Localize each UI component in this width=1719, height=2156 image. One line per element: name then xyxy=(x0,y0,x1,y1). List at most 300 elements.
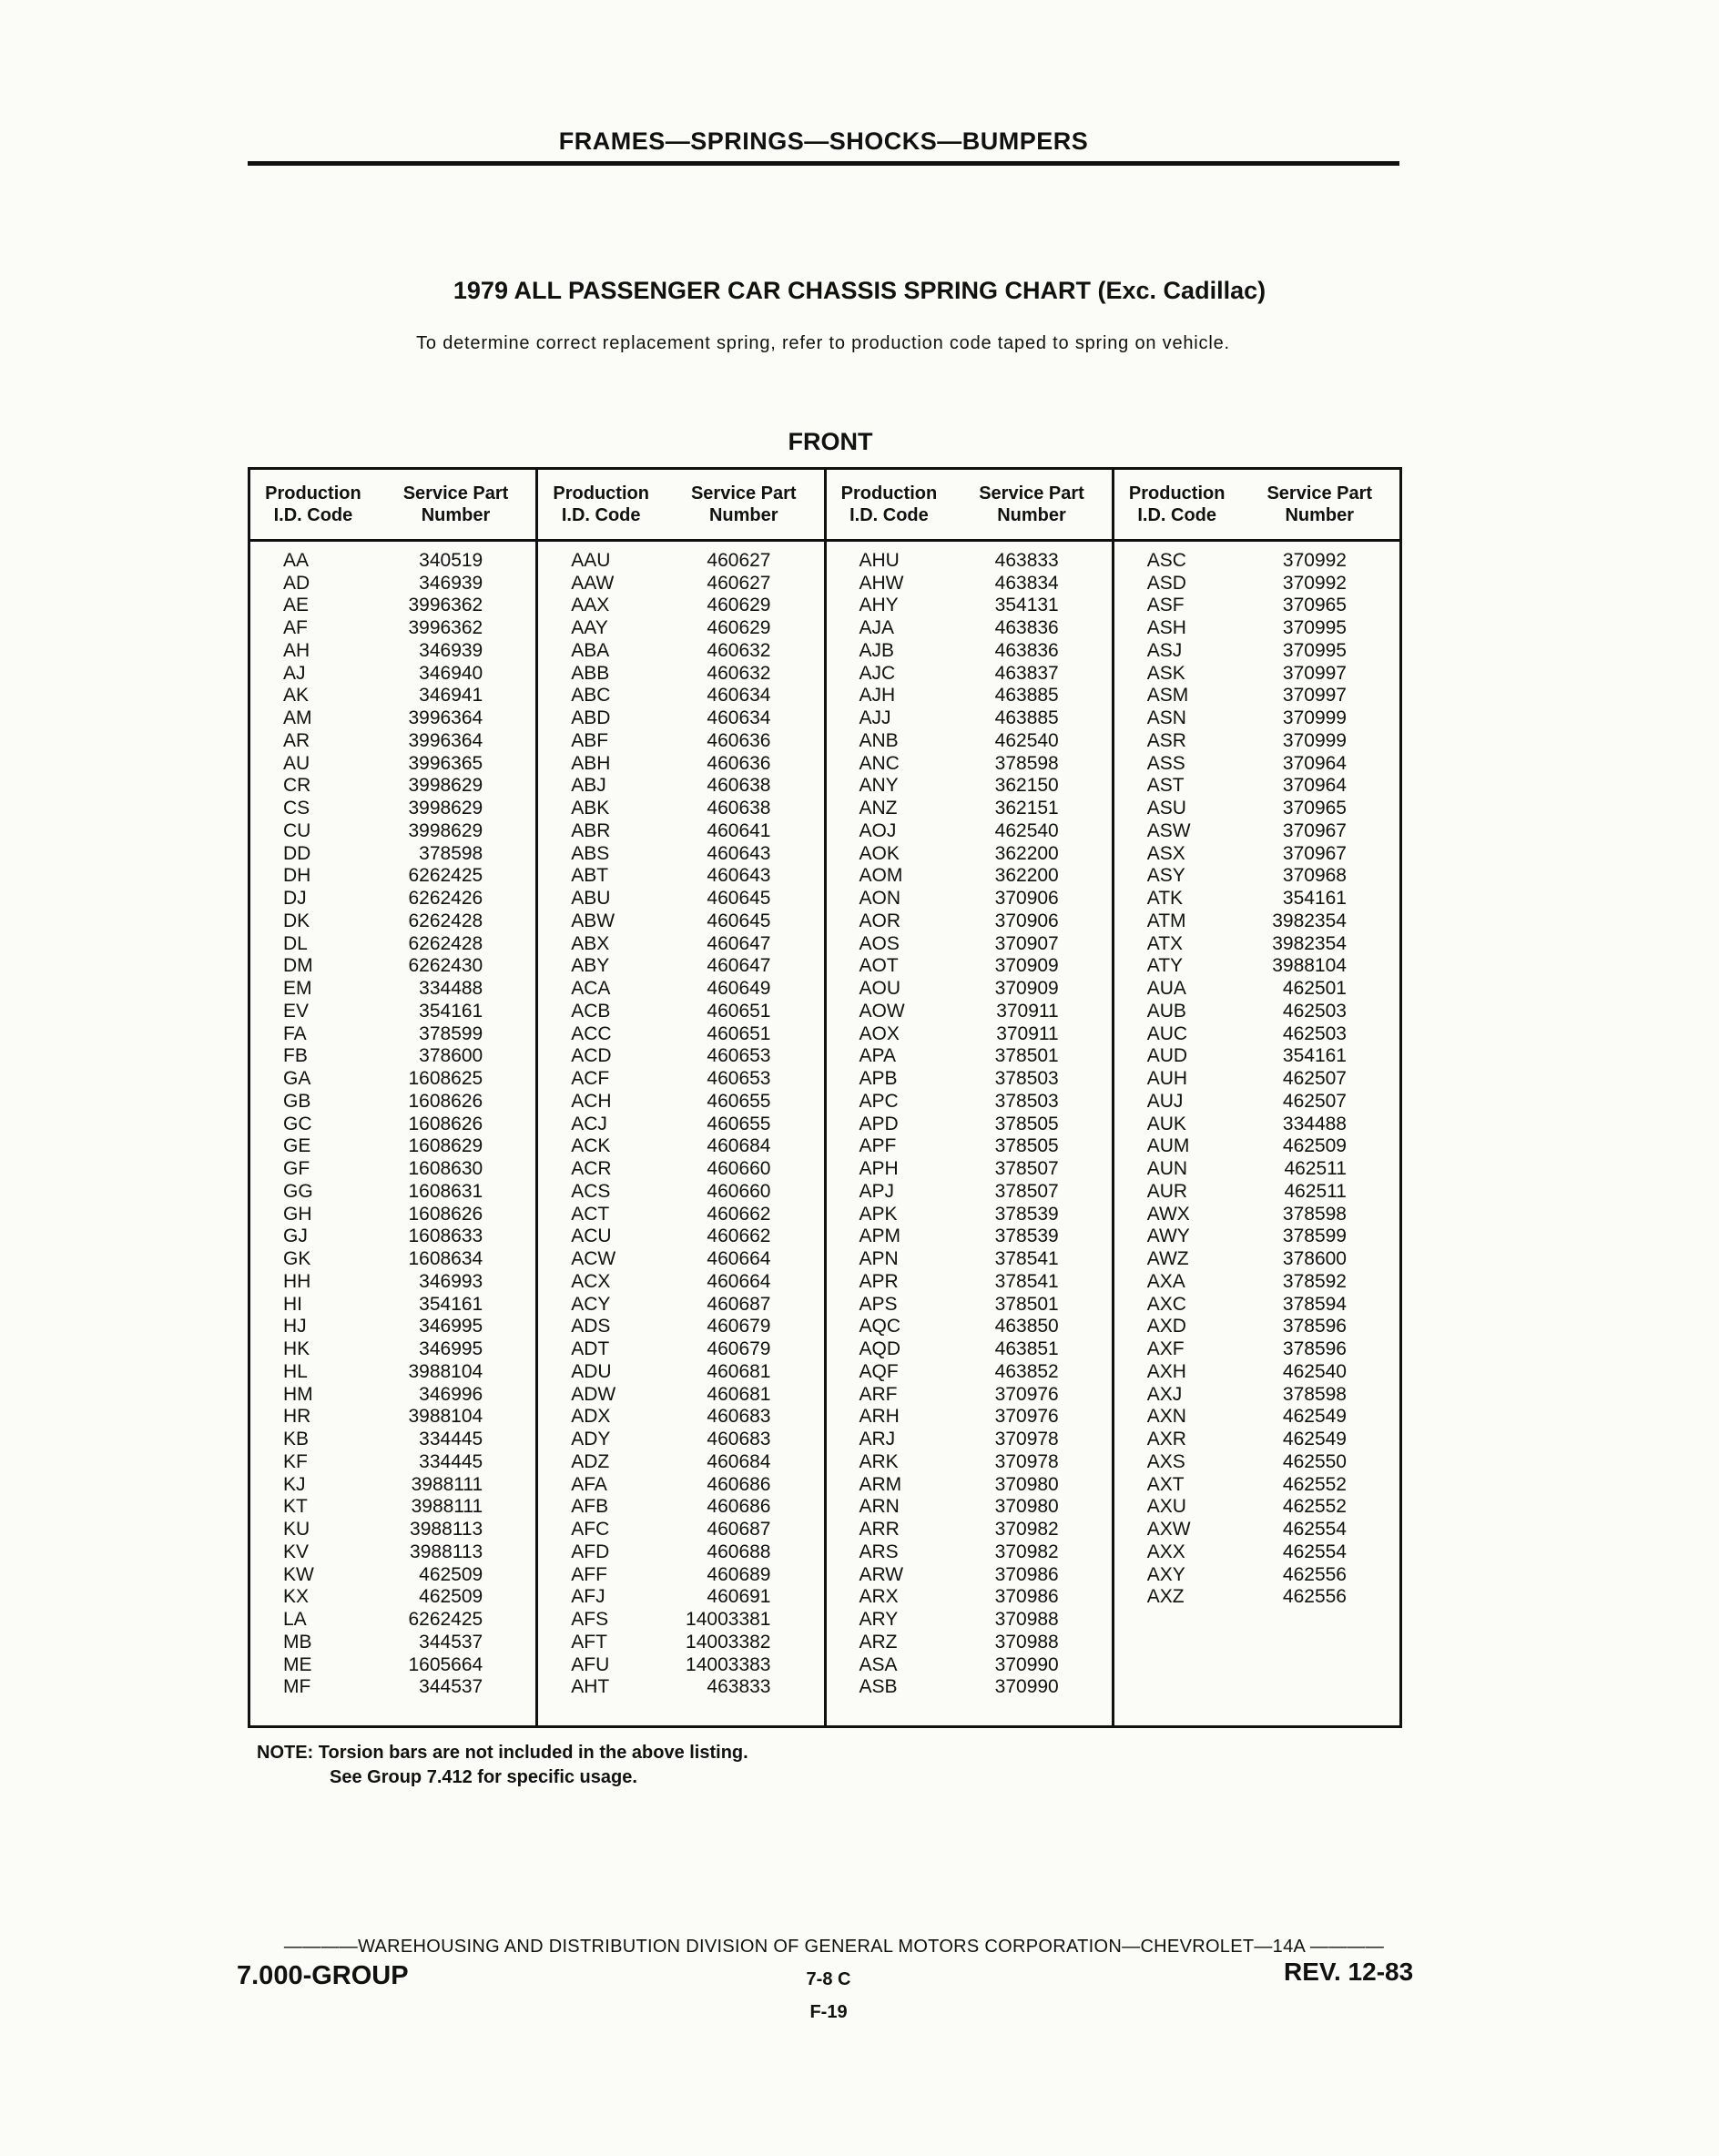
service-part-number-cell: 462556 xyxy=(1282,1563,1347,1585)
table-row xyxy=(827,1586,1112,1609)
service-part-number-cell: 462550 xyxy=(1282,1450,1347,1472)
service-part-number-cell: 460638 xyxy=(707,798,771,819)
table-row xyxy=(827,639,1112,662)
service-part-number-cell: 370909 xyxy=(994,955,1059,977)
production-code-cell: ACA xyxy=(571,978,611,1000)
table-row xyxy=(538,707,823,729)
production-code-cell: AHY xyxy=(859,595,899,616)
table-row xyxy=(538,1113,823,1135)
service-part-number-cell: 460681 xyxy=(707,1383,771,1405)
service-part-number-cell: 3996362 xyxy=(408,617,483,639)
service-part-number-cell: 378598 xyxy=(994,752,1059,774)
header-service-part-number: Service Part Number xyxy=(402,483,509,525)
service-part-number-cell: 378599 xyxy=(1282,1225,1347,1247)
table-row xyxy=(538,1496,823,1519)
service-part-number-cell: 463885 xyxy=(994,685,1059,707)
table-row xyxy=(1114,1113,1399,1135)
service-part-number-cell: 460627 xyxy=(707,572,771,594)
table-row xyxy=(1114,1541,1399,1563)
table-row xyxy=(827,1676,1112,1699)
production-code-cell: ABY xyxy=(571,955,610,977)
service-part-number-cell: 460643 xyxy=(707,842,771,864)
service-part-number-cell: 463850 xyxy=(994,1316,1059,1337)
production-code-cell: ARS xyxy=(859,1541,899,1562)
production-code-cell: AOW xyxy=(859,1000,905,1022)
production-code-cell: AXJ xyxy=(1146,1383,1183,1405)
table-row xyxy=(250,1541,535,1563)
table-row xyxy=(538,1473,823,1496)
table-row xyxy=(1114,1563,1399,1586)
table-row xyxy=(1114,1067,1399,1090)
table-row xyxy=(1114,1293,1399,1316)
production-code-cell: ABT xyxy=(571,865,609,887)
service-part-number-cell: 370999 xyxy=(1282,729,1347,751)
production-code-cell: AUD xyxy=(1146,1045,1188,1067)
production-code-cell: AK xyxy=(283,685,310,707)
production-code-cell: AJC xyxy=(859,662,896,684)
table-row xyxy=(250,752,535,775)
table-row xyxy=(538,1676,823,1699)
table-row xyxy=(1114,1428,1399,1450)
production-code-cell: EM xyxy=(283,978,312,1000)
service-part-number-cell: 3988111 xyxy=(411,1496,483,1518)
production-code-cell: AAW xyxy=(571,572,615,594)
production-code-cell: ASB xyxy=(859,1676,898,1698)
table-column xyxy=(824,470,1112,1725)
service-part-number-cell: 460683 xyxy=(707,1429,771,1450)
service-part-number-cell: 370997 xyxy=(1282,685,1347,707)
service-part-number-cell: 3988104 xyxy=(408,1406,483,1428)
table-row xyxy=(827,932,1112,955)
production-code-cell: HK xyxy=(283,1338,310,1360)
service-part-number-cell: 460684 xyxy=(707,1135,771,1157)
table-row xyxy=(1114,819,1399,842)
table-row xyxy=(1114,842,1399,865)
table-row xyxy=(1114,1225,1399,1248)
table-row xyxy=(250,1563,535,1586)
service-part-number-cell: 370986 xyxy=(994,1563,1059,1585)
table-row xyxy=(827,1337,1112,1360)
production-code-cell: AJB xyxy=(859,639,895,661)
table-row xyxy=(250,1000,535,1022)
table-row xyxy=(538,1316,823,1338)
service-part-number-cell: 460687 xyxy=(707,1519,771,1541)
table-row xyxy=(538,1608,823,1631)
service-part-number-cell: 346939 xyxy=(419,572,483,594)
table-row xyxy=(827,685,1112,707)
production-code-cell: ACJ xyxy=(571,1113,607,1134)
production-code-cell: ABB xyxy=(571,662,610,684)
header-production-code: Production I.D. Code xyxy=(1128,483,1226,525)
production-code-cell: APA xyxy=(859,1045,896,1067)
service-part-number-cell: 378600 xyxy=(419,1045,483,1067)
production-code-cell: KJ xyxy=(283,1473,306,1495)
table-row xyxy=(538,1225,823,1248)
table-row xyxy=(250,1608,535,1631)
table-row xyxy=(250,1586,535,1609)
service-part-number-cell: 370992 xyxy=(1282,572,1347,594)
production-code-cell: AXD xyxy=(1146,1316,1186,1337)
production-code-cell: AXS xyxy=(1146,1450,1185,1472)
table-row xyxy=(250,1157,535,1180)
production-code-cell: AHT xyxy=(571,1676,610,1698)
table-row xyxy=(250,977,535,1000)
table-row xyxy=(250,1631,535,1653)
service-part-number-cell: 1608625 xyxy=(408,1068,483,1090)
production-code-cell: KU xyxy=(283,1519,310,1541)
production-code-cell: AUC xyxy=(1146,1022,1188,1044)
service-part-number-cell: 378592 xyxy=(1282,1270,1347,1292)
table-row xyxy=(827,775,1112,798)
service-part-number-cell: 370967 xyxy=(1282,819,1347,841)
production-code-cell: AUN xyxy=(1146,1158,1188,1180)
table-row xyxy=(250,1135,535,1158)
table-row xyxy=(538,1270,823,1293)
production-code-cell: ACT xyxy=(571,1203,610,1225)
table-row xyxy=(827,549,1112,572)
service-part-number-cell: 378501 xyxy=(994,1293,1059,1315)
service-part-number-cell: 354161 xyxy=(1282,888,1347,910)
service-part-number-cell: 378594 xyxy=(1282,1293,1347,1315)
production-code-cell: AJ xyxy=(283,662,306,684)
table-row xyxy=(827,707,1112,729)
service-part-number-cell: 370995 xyxy=(1282,617,1347,639)
service-part-number-cell: 460660 xyxy=(707,1180,771,1202)
service-part-number-cell: 1608631 xyxy=(408,1180,483,1202)
production-code-cell: ABC xyxy=(571,685,611,707)
table-row xyxy=(250,1360,535,1383)
production-code-cell: ARR xyxy=(859,1519,900,1541)
production-code-cell: AQD xyxy=(859,1338,901,1360)
table-row xyxy=(538,819,823,842)
table-row xyxy=(250,639,535,662)
table-row xyxy=(538,910,823,932)
service-part-number-cell: 378507 xyxy=(994,1180,1059,1202)
production-code-cell: APF xyxy=(859,1135,897,1157)
table-row xyxy=(1114,1496,1399,1519)
table-row xyxy=(1114,639,1399,662)
table-row xyxy=(250,1293,535,1316)
table-row xyxy=(538,932,823,955)
table-row xyxy=(250,616,535,639)
table-row xyxy=(1114,1337,1399,1360)
service-part-number-cell: 1608626 xyxy=(408,1090,483,1112)
production-code-cell: ABD xyxy=(571,707,611,729)
production-code-cell: ATM xyxy=(1146,910,1186,931)
service-part-number-cell: 463836 xyxy=(994,639,1059,661)
production-code-cell: AH xyxy=(283,639,310,661)
footer-page-number: 7-8 C xyxy=(806,1969,851,1989)
production-code-cell: ANY xyxy=(859,775,899,797)
service-part-number-cell: 460662 xyxy=(707,1203,771,1225)
service-part-number-cell: 354161 xyxy=(1282,1045,1347,1067)
service-part-number-cell: 460655 xyxy=(707,1113,771,1134)
production-code-cell: ASU xyxy=(1146,798,1186,819)
production-code-cell: ADY xyxy=(571,1429,611,1450)
production-code-cell: GF xyxy=(283,1158,310,1180)
production-code-cell: ASW xyxy=(1146,819,1191,841)
table-row xyxy=(1114,1090,1399,1113)
service-part-number-cell: 462540 xyxy=(994,819,1059,841)
production-code-cell: MF xyxy=(283,1676,311,1698)
production-code-cell: AXR xyxy=(1146,1429,1186,1450)
service-part-number-cell: 463851 xyxy=(994,1338,1059,1360)
table-row xyxy=(1114,707,1399,729)
production-code-cell: ABX xyxy=(571,932,610,954)
table-row xyxy=(1114,1180,1399,1203)
table-row xyxy=(1114,1316,1399,1338)
production-code-cell: DD xyxy=(283,842,311,864)
service-part-number-cell: 346993 xyxy=(419,1270,483,1292)
production-code-cell: HM xyxy=(283,1383,313,1405)
production-code-cell: ADS xyxy=(571,1316,611,1337)
service-part-number-cell: 6262428 xyxy=(408,910,483,931)
note-line-1: NOTE: Torsion bars are not included in the above listing. xyxy=(257,1743,748,1763)
table-row xyxy=(827,1090,1112,1113)
table-row xyxy=(538,639,823,662)
service-part-number-cell: 462507 xyxy=(1282,1090,1347,1112)
service-part-number-cell: 460649 xyxy=(707,978,771,1000)
service-part-number-cell: 460655 xyxy=(707,1090,771,1112)
table-row xyxy=(250,1270,535,1293)
service-part-number-cell: 462540 xyxy=(1282,1360,1347,1382)
service-part-number-cell: 3988111 xyxy=(411,1473,483,1495)
production-code-cell: ASC xyxy=(1146,549,1186,571)
service-part-number-cell: 346941 xyxy=(419,685,483,707)
table-row xyxy=(250,910,535,932)
production-code-cell: ABH xyxy=(571,752,611,774)
table-row xyxy=(827,865,1112,888)
production-code-cell: GG xyxy=(283,1180,313,1202)
table-row xyxy=(250,707,535,729)
service-part-number-cell: 3988113 xyxy=(410,1519,483,1541)
production-code-cell: AOU xyxy=(859,978,901,1000)
production-code-cell: ARX xyxy=(859,1586,899,1608)
production-code-cell: APB xyxy=(859,1068,898,1090)
table-row xyxy=(250,1406,535,1429)
table-row xyxy=(538,1293,823,1316)
service-part-number-cell: 462552 xyxy=(1282,1496,1347,1518)
service-part-number-cell: 460664 xyxy=(707,1270,771,1292)
production-code-cell: ASK xyxy=(1146,662,1185,684)
production-code-cell: ABS xyxy=(571,842,610,864)
table-row xyxy=(827,1608,1112,1631)
production-code-cell: AQC xyxy=(859,1316,901,1337)
table-row xyxy=(1114,865,1399,888)
service-part-number-cell: 462507 xyxy=(1282,1068,1347,1090)
service-part-number-cell: 6262430 xyxy=(408,955,483,977)
production-code-cell: APM xyxy=(859,1225,901,1247)
production-code-cell: HL xyxy=(283,1360,308,1382)
production-code-cell: AFF xyxy=(571,1563,607,1585)
service-part-number-cell: 3988104 xyxy=(1272,955,1347,977)
table-row xyxy=(250,572,535,595)
production-code-cell: AQF xyxy=(859,1360,899,1382)
service-part-number-cell: 346995 xyxy=(419,1316,483,1337)
service-part-number-cell: 462511 xyxy=(1284,1180,1347,1202)
footer-publisher-line: ————WAREHOUSING AND DISTRIBUTION DIVISION OF GENERAL MOTORS CORPORATION—CHEVROLET—14A ———— xyxy=(283,1937,1385,1957)
production-code-cell: AUH xyxy=(1146,1068,1188,1090)
production-code-cell: ANC xyxy=(859,752,900,774)
service-part-number-cell: 3998629 xyxy=(408,775,483,797)
production-code-cell: GC xyxy=(283,1113,312,1134)
table-row xyxy=(538,1563,823,1586)
production-code-cell: AXY xyxy=(1146,1563,1185,1585)
table-row xyxy=(827,1383,1112,1406)
column-header xyxy=(538,470,823,542)
production-code-cell: APK xyxy=(859,1203,898,1225)
production-code-cell: MB xyxy=(283,1631,312,1653)
table-row xyxy=(827,1157,1112,1180)
table-row xyxy=(250,685,535,707)
production-code-cell: AFD xyxy=(571,1541,610,1562)
footer-revision: REV. 12-83 xyxy=(1284,1958,1414,1986)
production-code-cell: DK xyxy=(283,910,310,931)
service-part-number-cell: 378598 xyxy=(1282,1203,1347,1225)
service-part-number-cell: 462503 xyxy=(1282,1000,1347,1022)
table-row xyxy=(1114,775,1399,798)
production-code-cell: ASH xyxy=(1146,617,1186,639)
note xyxy=(257,1741,748,1790)
table-row xyxy=(538,1067,823,1090)
table-row xyxy=(250,1203,535,1225)
production-code-cell: CS xyxy=(283,798,310,819)
production-code-cell: DH xyxy=(283,865,311,887)
production-code-cell: AAU xyxy=(571,549,611,571)
service-part-number-cell: 378596 xyxy=(1282,1316,1347,1337)
spring-chart-table xyxy=(248,467,1402,1728)
production-code-cell: ADT xyxy=(571,1338,610,1360)
service-part-number-cell: 14003383 xyxy=(686,1653,771,1675)
service-part-number-cell: 3996365 xyxy=(408,752,483,774)
service-part-number-cell: 362151 xyxy=(994,798,1059,819)
service-part-number-cell: 462509 xyxy=(1282,1135,1347,1157)
table-row xyxy=(250,1247,535,1270)
production-code-cell: AUA xyxy=(1146,978,1186,1000)
service-part-number-cell: 462503 xyxy=(1282,1022,1347,1044)
table-column xyxy=(1112,470,1399,1725)
production-code-cell: ASD xyxy=(1146,572,1186,594)
table-row xyxy=(250,1383,535,1406)
footer-group: 7.000-GROUP xyxy=(237,1961,409,1990)
table-row xyxy=(538,1518,823,1541)
production-code-cell: AJJ xyxy=(859,707,891,729)
service-part-number-cell: 378503 xyxy=(994,1068,1059,1090)
production-code-cell: ACF xyxy=(571,1068,610,1090)
service-part-number-cell: 370997 xyxy=(1282,662,1347,684)
production-code-cell: ASA xyxy=(859,1653,898,1675)
production-code-cell: KT xyxy=(283,1496,308,1518)
service-part-number-cell: 344537 xyxy=(419,1676,483,1698)
service-part-number-cell: 462554 xyxy=(1282,1541,1347,1562)
service-part-number-cell: 334488 xyxy=(1282,1113,1347,1134)
service-part-number-cell: 460636 xyxy=(707,752,771,774)
chart-subtitle: To determine correct replacement spring, refer to production code taped to spring on vehicle. xyxy=(416,333,1230,353)
table-row xyxy=(827,1631,1112,1653)
table-row xyxy=(1114,887,1399,910)
production-code-cell: AFA xyxy=(571,1473,607,1495)
table-row xyxy=(538,1247,823,1270)
production-code-cell: ADZ xyxy=(571,1450,610,1472)
production-code-cell: ARN xyxy=(859,1496,900,1518)
production-code-cell: KB xyxy=(283,1429,310,1450)
service-part-number-cell: 460641 xyxy=(707,819,771,841)
table-row xyxy=(250,1316,535,1338)
service-part-number-cell: 370982 xyxy=(994,1519,1059,1541)
service-part-number-cell: 460638 xyxy=(707,775,771,797)
production-code-cell: ACW xyxy=(571,1248,616,1270)
service-part-number-cell: 370976 xyxy=(994,1406,1059,1428)
production-code-cell: AA xyxy=(283,549,310,571)
production-code-cell: FB xyxy=(283,1045,308,1067)
service-part-number-cell: 3996362 xyxy=(408,595,483,616)
production-code-cell: AJH xyxy=(859,685,896,707)
service-part-number-cell: 378501 xyxy=(994,1045,1059,1067)
table-row xyxy=(250,1450,535,1473)
service-part-number-cell: 1608630 xyxy=(408,1158,483,1180)
table-row xyxy=(250,729,535,752)
production-code-cell: HI xyxy=(283,1293,302,1315)
production-code-cell: AXW xyxy=(1146,1519,1191,1541)
production-code-cell: ASM xyxy=(1146,685,1189,707)
production-code-cell: AXZ xyxy=(1146,1586,1185,1608)
production-code-cell: ASF xyxy=(1146,595,1185,616)
production-code-cell: ASJ xyxy=(1146,639,1183,661)
service-part-number-cell: 14003381 xyxy=(686,1609,771,1631)
production-code-cell: ARZ xyxy=(859,1631,898,1653)
production-code-cell: GA xyxy=(283,1068,311,1090)
production-code-cell: AAY xyxy=(571,617,608,639)
header-service-part-number: Service Part Number xyxy=(979,483,1084,525)
table-row xyxy=(1114,595,1399,617)
service-part-number-cell: 370980 xyxy=(994,1473,1059,1495)
service-part-number-cell: 378505 xyxy=(994,1135,1059,1157)
production-code-cell: ATK xyxy=(1146,888,1184,910)
table-row xyxy=(538,797,823,819)
header-production-code: Production I.D. Code xyxy=(553,483,649,525)
table-row xyxy=(538,1586,823,1609)
service-part-number-cell: 460679 xyxy=(707,1338,771,1360)
service-part-number-cell: 334445 xyxy=(419,1429,483,1450)
production-code-cell: AOT xyxy=(859,955,899,977)
production-code-cell: AXC xyxy=(1146,1293,1186,1315)
production-code-cell: AR xyxy=(283,729,310,751)
service-part-number-cell: 1608626 xyxy=(408,1203,483,1225)
production-code-cell: AXF xyxy=(1146,1338,1185,1360)
service-part-number-cell: 346939 xyxy=(419,639,483,661)
production-code-cell: ARH xyxy=(859,1406,900,1428)
column-header xyxy=(250,470,535,542)
production-code-cell: ASS xyxy=(1146,752,1185,774)
service-part-number-cell: 370964 xyxy=(1282,775,1347,797)
service-part-number-cell: 3982354 xyxy=(1272,932,1347,954)
service-part-number-cell: 378541 xyxy=(994,1270,1059,1292)
service-part-number-cell: 462554 xyxy=(1282,1519,1347,1541)
table-row xyxy=(538,1022,823,1045)
table-row xyxy=(1114,797,1399,819)
table-row xyxy=(827,887,1112,910)
table-row xyxy=(250,662,535,685)
service-part-number-cell: 6262426 xyxy=(408,888,483,910)
service-part-number-cell: 370990 xyxy=(994,1653,1059,1675)
service-part-number-cell: 460629 xyxy=(707,595,771,616)
service-part-number-cell: 378598 xyxy=(419,842,483,864)
table-row xyxy=(538,1135,823,1158)
table-row xyxy=(827,1113,1112,1135)
table-row xyxy=(827,819,1112,842)
table-row xyxy=(1114,1586,1399,1609)
production-code-cell: ADW xyxy=(571,1383,616,1405)
